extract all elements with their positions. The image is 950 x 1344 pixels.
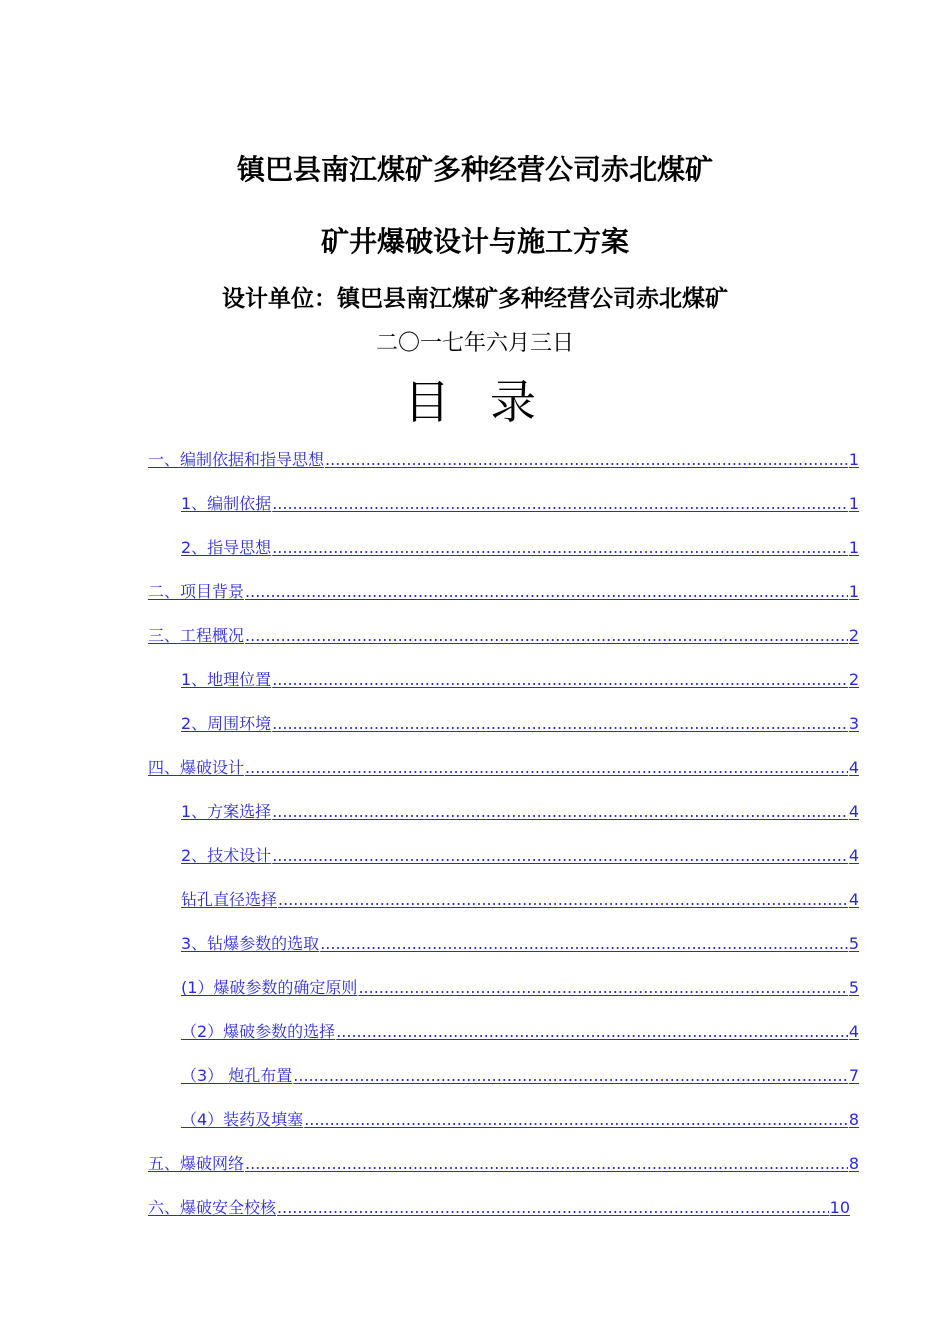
toc-entry-page: 4 — [848, 1022, 859, 1041]
toc-entry-label: 钻孔直径选择 — [181, 890, 278, 909]
toc-entry[interactable] — [148, 1194, 850, 1218]
toc-entry[interactable] — [181, 842, 859, 866]
document-title: 镇巴县南江煤矿多种经营公司赤北煤矿 — [236, 153, 713, 186]
toc-entry-label: 2、周围环境 — [181, 714, 272, 733]
toc-entry[interactable] — [181, 534, 859, 558]
toc-entry-page: 2 — [848, 670, 859, 689]
toc-entry[interactable] — [181, 1018, 859, 1042]
toc-entry-label: 一、编制依据和指导思想 — [148, 450, 325, 469]
toc-entry-page: 2 — [848, 626, 859, 645]
toc-entry-page: 5 — [848, 934, 859, 953]
toc-entry-label: 1、地理位置 — [181, 670, 272, 689]
toc-entry[interactable] — [148, 446, 859, 470]
toc-entry[interactable] — [181, 666, 859, 690]
toc-entry[interactable] — [148, 578, 859, 602]
toc-entry-page: 1 — [848, 538, 859, 557]
toc-entry[interactable] — [181, 930, 859, 954]
toc-entry-page: 5 — [848, 978, 859, 997]
toc-entry-label: 1、编制依据 — [181, 494, 272, 513]
toc-entry-page: 4 — [848, 846, 859, 865]
toc-entry-label: 三、工程概况 — [148, 626, 245, 645]
toc-entry-page: 4 — [848, 758, 859, 777]
toc-entry[interactable] — [181, 710, 859, 734]
toc-entry[interactable] — [181, 886, 859, 910]
document-date: 二〇一七年六月三日 — [375, 331, 574, 356]
toc-entry-label: （2）爆破参数的选择 — [181, 1022, 336, 1041]
toc-entry-page: 1 — [848, 582, 859, 601]
toc-entry-page: 7 — [848, 1066, 859, 1085]
toc-entry-page: 4 — [848, 890, 859, 909]
toc-entry-page: 1 — [848, 450, 859, 469]
toc-entry-page: 3 — [848, 714, 859, 733]
toc-entry-label: 二、项目背景 — [148, 582, 245, 601]
toc-entry[interactable] — [181, 798, 859, 822]
toc-entry-page: 10 — [829, 1198, 850, 1217]
toc-entry-label: （3） 炮孔布置 — [181, 1066, 293, 1085]
design-unit: 设计单位：镇巴县南江煤矿多种经营公司赤北煤矿 — [222, 286, 728, 312]
toc-entry-page: 4 — [848, 802, 859, 821]
toc-entry[interactable] — [148, 754, 859, 778]
toc-entry-label: 六、爆破安全校核 — [148, 1198, 277, 1217]
toc-entry-label: 1、方案选择 — [181, 802, 272, 821]
toc-entry[interactable] — [148, 1150, 859, 1174]
toc-entry-label: 2、技术设计 — [181, 846, 272, 865]
toc-entry[interactable] — [148, 622, 859, 646]
toc-entry-label: 四、爆破设计 — [148, 758, 245, 777]
toc-entry-label: 五、爆破网络 — [148, 1154, 245, 1173]
toc-entry-label: 2、指导思想 — [181, 538, 272, 557]
toc-entry[interactable] — [181, 490, 859, 514]
toc-entry-page: 8 — [848, 1110, 859, 1129]
toc-entry-page: 8 — [848, 1154, 859, 1173]
document-subtitle: 矿井爆破设计与施工方案 — [320, 225, 629, 258]
toc-heading: 目录 — [404, 375, 576, 429]
toc-entry-page: 1 — [848, 494, 859, 513]
toc-entry-label: (1）爆破参数的确定原则 — [181, 978, 358, 997]
toc-entry[interactable] — [181, 1062, 859, 1086]
toc-entry-label: （4）装药及填塞 — [181, 1110, 304, 1129]
toc-entry-label: 3、钻爆参数的选取 — [181, 934, 320, 953]
toc-entry[interactable] — [181, 974, 859, 998]
toc-entry[interactable] — [181, 1106, 859, 1130]
